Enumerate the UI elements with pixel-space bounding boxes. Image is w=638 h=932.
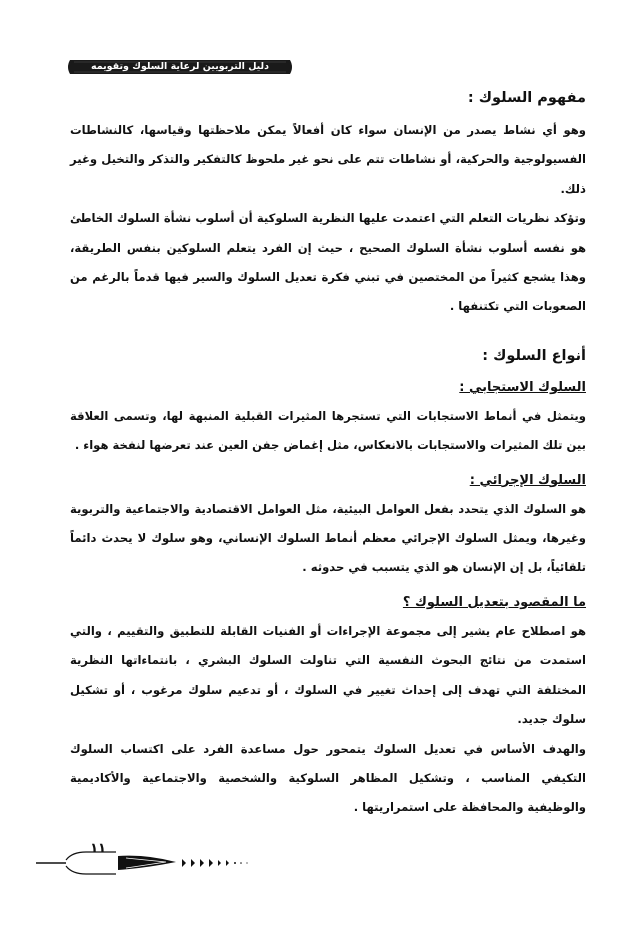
operant-behavior-text: هو السلوك الذي يتحدد بفعل العوامل البيئية، مثل العوامل الاقتصادية والاجتماعية والتربوية وغيرها، ويمثل السلوك الإجرائي معظم أنماط السلوك الإنساني، وهو سلوك لا يحدث دائماً تلقائياً، بل إن الإنسان هو الذي يتسبب في حدوثه . bbox=[70, 501, 586, 575]
concept-paragraph-1: وهو أي نشاط يصدر من الإنسان سواء كان أفعالاً يمكن ملاحظتها وقياسها، كالنشاطات الفسيولوجية والحركية، أو نشاطات تتم على نحو غير ملحوظ كالتفكير والتذكر والتخيل وغير ذلك. bbox=[70, 123, 586, 196]
header-banner bbox=[66, 58, 294, 76]
modification-question: ما المقصود بتعديل السلوك ؟ bbox=[402, 594, 586, 610]
respondent-behavior-text: ويتمثل في أنماط الاستجابات التي تستجرها المثيرات القبلية المنبهة لها، وتسمى العلاقة بين تلك المثيرات والاستجابات بالانعكاس، مثل إغماض جفن العين عند تعرضها لنفخة هواء . bbox=[70, 408, 586, 453]
operant-behavior-title: السلوك الإجرائي : bbox=[469, 472, 586, 488]
modification-paragraph-2: والهدف الأساس في تعديل السلوك يتمحور حول مساعدة الفرد على اكتساب السلوك التكيفي المناسب ، وتشكيل المظاهر السلوكية والشخصية والاجتماعية والأكاديمية والوظيفية والمحافظة على استمراريتها . bbox=[70, 741, 586, 815]
concept-heading: مفهوم السلوك : bbox=[467, 90, 586, 106]
page-body bbox=[70, 80, 586, 823]
types-heading: أنواع السلوك : bbox=[482, 347, 586, 364]
concept-paragraph-2: وتؤكد نظريات التعلم التي اعتمدت عليها النظرية السلوكية أن أسلوب نشأة السلوك الخاطئ هو نفسه أسلوب نشأة السلوك الصحيح ، حيث إن الفرد يتعلم السلوكين بنفس الطريقة، وهذا يشجع كثيراً من المختصين في تبني فكرة تعديل السلوك والسير فيها قدماً بالرغم من الصعوبات التي تكتنفها . bbox=[70, 211, 586, 314]
footer-ornament bbox=[36, 848, 256, 878]
respondent-behavior-title: السلوك الاستجابي : bbox=[459, 379, 586, 395]
page-number: ١١ bbox=[90, 841, 106, 856]
modification-paragraph-1: هو اصطلاح عام يشير إلى مجموعة الإجراءات أو الفنيات القابلة للتطبيق والتقييم ، والتي استمدت من نتائج البحوث النفسية التي تناولت السلوك البشري ، بانتماءاتها النظرية المختلفة التي تهدف إلى إحداث تغيير في السلوك ، أو تدعيم سلوك مرغوب ، أو تشكيل سلوك جديد. bbox=[70, 623, 586, 727]
header-title: دليل التربويين لرعاية السلوك وتقويمه bbox=[90, 61, 269, 72]
